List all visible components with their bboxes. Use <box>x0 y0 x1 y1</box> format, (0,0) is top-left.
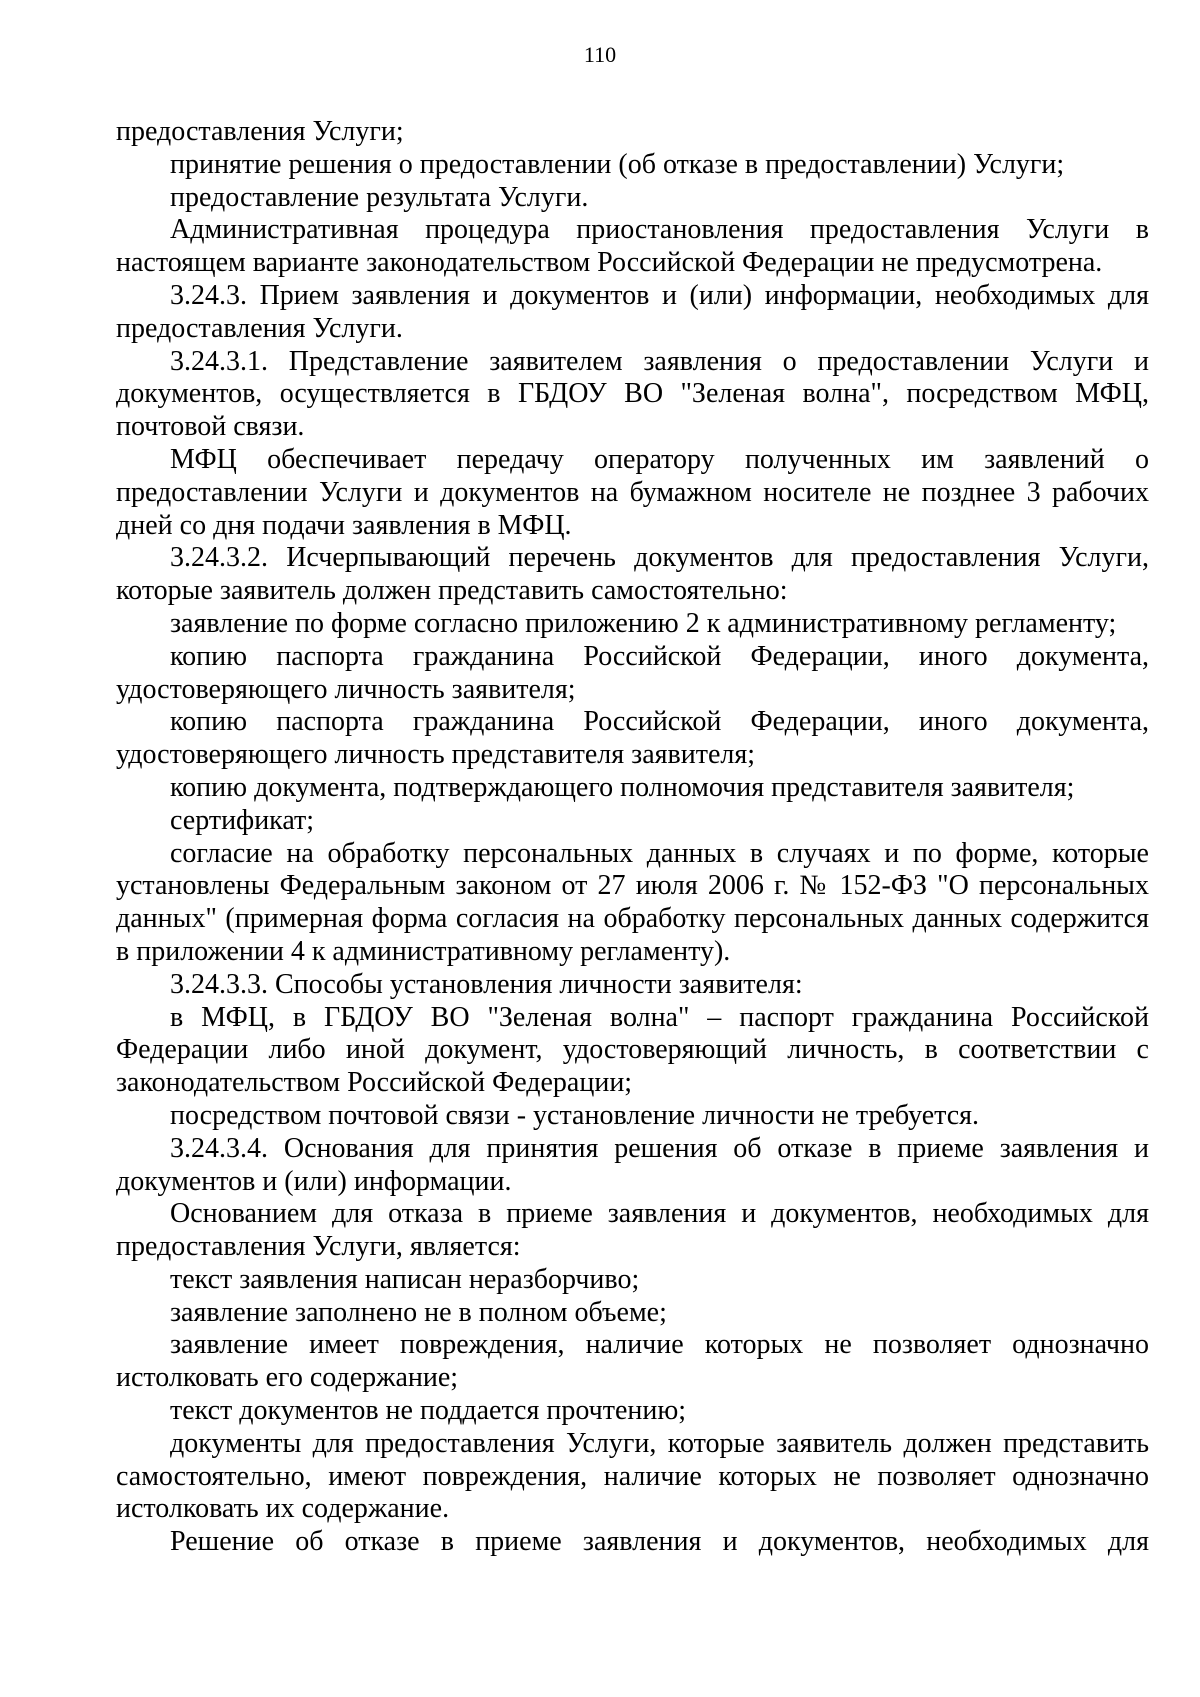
paragraph: Основанием для отказа в приеме заявления и документов, необходимых для предоставления Услуги, является: <box>116 1198 1149 1263</box>
paragraph: согласие на обработку персональных данных в случаях и по форме, которые установлены Федеральным законом от 27 июля 2006 г. № 152-ФЗ "О персональных данных" (примерная форма согласия на обработку персональных данных содержится в приложении 4 к административному регламенту). <box>116 837 1149 967</box>
paragraph: Решение об отказе в приеме заявления и документов, необходимых для <box>170 1526 1149 1558</box>
paragraph: посредством почтовой связи - установление личности не требуется. <box>170 1099 980 1131</box>
paragraph: принятие решения о предоставлении (об отказе в предоставлении) Услуги; <box>170 148 1065 180</box>
paragraph: текст документов не поддается прочтению; <box>170 1395 687 1427</box>
paragraph: Административная процедура приостановления предоставления Услуги в настоящем варианте законодательством Российской Федерации не предусмотрена. <box>116 214 1149 279</box>
paragraph: копию паспорта гражданина Российской Федерации, иного документа, удостоверяющего личность представителя заявителя; <box>116 706 1149 771</box>
paragraph: сертификат; <box>170 804 315 836</box>
paragraph: МФЦ обеспечивает передачу оператору полученных им заявлений о предоставлении Услуги и документов на бумажном носителе не позднее 3 рабочих дней со дня подачи заявления в МФЦ. <box>116 443 1149 541</box>
paragraph: текст заявления написан неразборчиво; <box>170 1263 640 1295</box>
page-number: 110 <box>583 42 617 67</box>
paragraph: заявление заполнено не в полном объеме; <box>170 1296 667 1328</box>
paragraph: заявление имеет повреждения, наличие которых не позволяет однозначно истолковать его содержание; <box>116 1329 1149 1394</box>
paragraph: в МФЦ, в ГБДОУ ВО "Зеленая волна" – паспорт гражданина Российской Федерации либо иной документ, удостоверяющий личность, в соответствии с законодательством Российской Федерации; <box>116 1001 1149 1099</box>
paragraph: предоставление результата Услуги. <box>170 181 589 213</box>
paragraph: документы для предоставления Услуги, которые заявитель должен представить самостоятельно, имеют повреждения, наличие которых не позволяет однозначно истолковать их содержание. <box>116 1427 1149 1525</box>
paragraph: копию паспорта гражданина Российской Федерации, иного документа, удостоверяющего личность заявителя; <box>116 640 1149 705</box>
paragraph: 3.24.3.1. Представление заявителем заявления о предоставлении Услуги и документов, осуществляется в ГБДОУ ВО "Зеленая волна", посредством МФЦ, почтовой связи. <box>116 345 1149 443</box>
paragraph: 3.24.3.2. Исчерпывающий перечень документов для предоставления Услуги, которые заявитель должен представить самостоятельно: <box>116 542 1149 607</box>
paragraph: заявление по форме согласно приложению 2 к административному регламенту; <box>170 607 1117 639</box>
paragraph: предоставления Услуги; <box>116 116 404 147</box>
paragraph: 3.24.3.3. Способы установления личности заявителя: <box>170 968 803 1000</box>
paragraph: копию документа, подтверждающего полномочия представителя заявителя; <box>170 771 1075 803</box>
document-body <box>116 116 1149 1559</box>
paragraph: 3.24.3.4. Основания для принятия решения об отказе в приеме заявления и документов и (или) информации. <box>116 1132 1149 1197</box>
paragraph: 3.24.3. Прием заявления и документов и (или) информации, необходимых для предоставления Услуги. <box>116 279 1149 344</box>
